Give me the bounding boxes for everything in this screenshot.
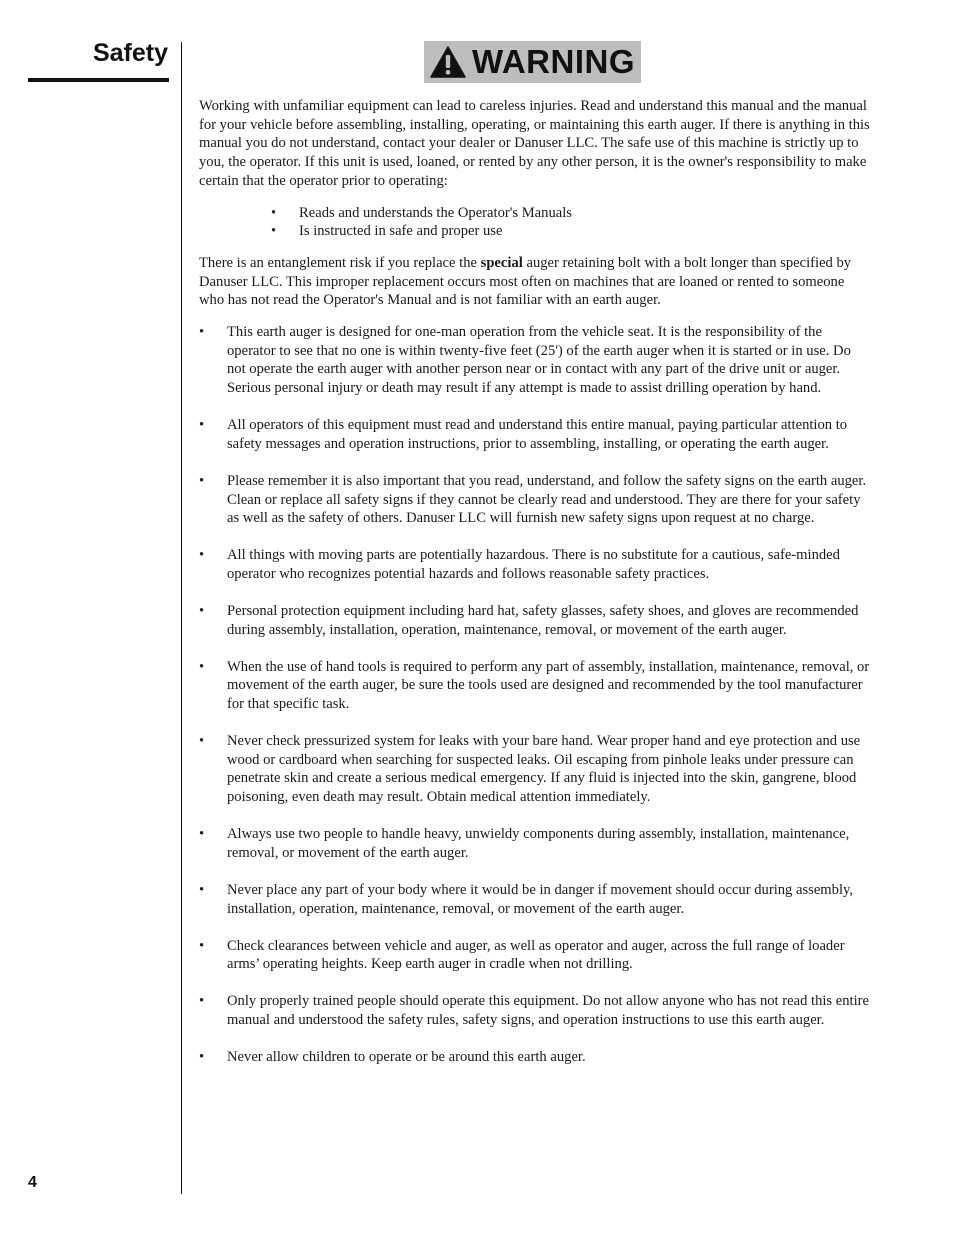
bullet-marker: • (199, 993, 205, 1010)
list-item (199, 825, 871, 862)
list-item (199, 416, 871, 453)
safety-content (199, 97, 871, 1085)
list-item-text: This earth auger is designed for one-man operation from the vehicle seat. It is the responsibility of the operator to see that no one is within twenty-five feet (25') of the earth auger when it is started or in use. Do not operate the earth auger with another person near or in contact with any part of the drive unit or auger. Serious personal injury or death may result if any attempt is made to assist drilling operation by hand. (227, 324, 851, 397)
list-item (199, 732, 871, 807)
bullet-marker: • (199, 472, 205, 489)
bullet-marker: • (199, 937, 205, 954)
list-item (199, 472, 871, 528)
list-item (199, 1048, 871, 1067)
list-item (199, 658, 871, 714)
intro-paragraph: Working with unfamiliar equipment can lead to careless injuries. Read and understand this manual and the manual for your vehicle before assembling, installing, operating, or maintaining this earth auger. If there is anything in this manual you do not understand, contact your dealer or Danuser LLC. The safe use of this machine is strictly up to you, the operator. If this unit is used, loaned, or rented by any other person, it is the owner's responsibility to make certain that the operator prior to operating: (199, 98, 870, 189)
list-item-text: Reads and understands the Operator's Manuals (299, 204, 572, 221)
list-item-text: Is instructed in safe and proper use (299, 223, 503, 240)
operator-requirements-list (199, 204, 871, 241)
page-number: 4 (28, 1174, 37, 1191)
title-underline (28, 78, 169, 82)
bullet-marker: • (199, 602, 205, 619)
list-item-text: Check clearances between vehicle and auger, as well as operator and auger, across the full range of loader arms’ operating heights. Keep earth auger in cradle when not drilling. (227, 937, 845, 973)
warning-label: WARNING (472, 43, 635, 80)
list-item-text: Never check pressurized system for leaks with your bare hand. Wear proper hand and eye protection and use wood or cardboard when searching for suspected leaks. Oil escaping from pinhole leaks under pressure can penetrate skin and create a serious medical emergency. If any fluid is injected into the skin, gangrene, blood poisoning, even death may result. Obtain medical attention immediately. (227, 733, 861, 806)
list-item (199, 992, 871, 1029)
list-item-text: Never place any part of your body where it would be in danger if movement should occur during assembly, installation, operation, maintenance, removal, or movement of the earth auger. (227, 881, 853, 917)
bullet-marker: • (199, 658, 205, 675)
list-item-text: When the use of hand tools is required to perform any part of assembly, installation, maintenance, removal, or movement of the earth auger, be sure the tools used are designed and recommended by the tool manufacturer for that specific task. (227, 658, 870, 713)
list-item-text: All operators of this equipment must read and understand this entire manual, paying particular attention to safety messages and operation instructions, prior to assembling, installing, or operating the earth auger. (227, 417, 848, 452)
list-item (271, 204, 871, 223)
list-item-text: All things with moving parts are potentially hazardous. There is no substitute for a cautious, safe-minded operator who recognizes potential hazards and follows reasonable safety practices. (227, 547, 840, 582)
list-item-text: Always use two people to handle heavy, unwieldy components during assembly, installation, maintenance, removal, or movement of the earth auger. (227, 826, 850, 861)
bullet-marker: • (199, 1048, 205, 1065)
list-item-text: Personal protection equipment including hard hat, safety glasses, safety shoes, and gloves are recommended during assembly, installation, operation, maintenance, removal, or movement of the earth auger. (227, 602, 859, 638)
list-item-text: Please remember it is also important that you read, understand, and follow the safety signs on the earth auger. Clean or replace all safety signs if they cannot be clearly read and understood. They are there for your safety as well as the safety of others. Danuser LLC will furnish new safety signs upon request at no charge. (227, 472, 867, 527)
entanglement-text-end: auger retaining bolt with a bolt longer than specified by Danuser LLC. This improper replacement occurs most often on machines that are loaned or rented to someone who has not read the Operator's Manual and is not familiar with an earth auger. (199, 254, 852, 309)
bullet-marker: • (271, 204, 277, 221)
list-item (199, 546, 871, 583)
entanglement-paragraph (199, 254, 871, 310)
list-item-text: Never allow children to operate or be around this earth auger. (227, 1048, 586, 1065)
bullet-marker: • (199, 881, 205, 898)
warning-triangle-icon (430, 46, 466, 78)
safety-rules-list (199, 323, 871, 1067)
list-item (199, 881, 871, 918)
list-item (199, 323, 871, 398)
list-item (271, 222, 871, 241)
section-title: Safety (92, 39, 168, 67)
bullet-marker: • (199, 547, 205, 564)
bullet-marker: • (271, 223, 277, 240)
list-item (199, 602, 871, 639)
bullet-marker: • (199, 324, 205, 341)
bullet-marker: • (199, 417, 205, 434)
entanglement-bold-word: special (480, 254, 523, 271)
entanglement-text-start: There is an entanglement risk if you replace the (199, 254, 481, 271)
bullet-marker: • (199, 733, 205, 750)
bullet-marker: • (199, 826, 205, 843)
list-item (199, 937, 871, 974)
warning-banner (424, 41, 641, 83)
margin-divider (181, 42, 182, 1194)
list-item-text: Only properly trained people should operate this equipment. Do not allow anyone who has not read this entire manual and understood the safety rules, safety signs, and operation instructions to use this earth auger. (227, 993, 869, 1028)
